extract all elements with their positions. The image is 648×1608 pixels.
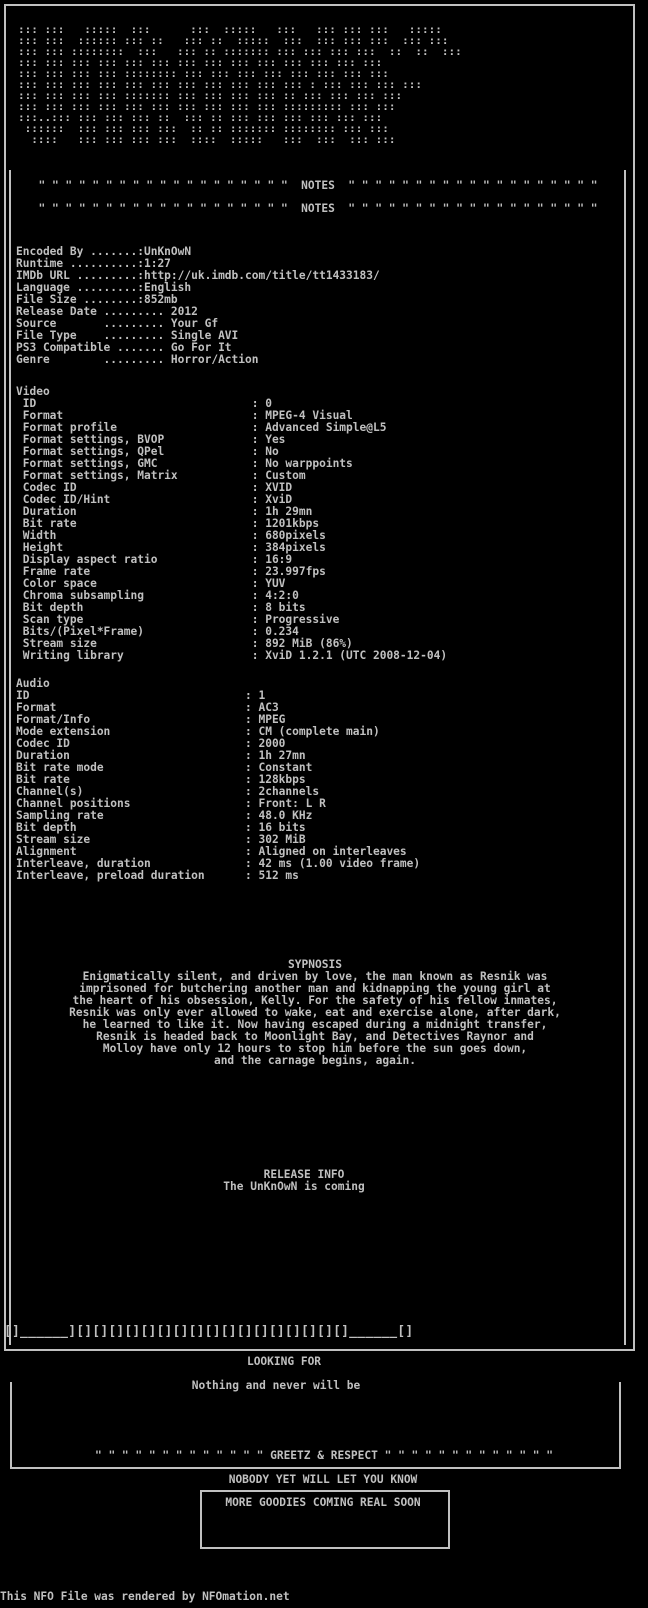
logo-row: ::: ::: ::: ::: ::: ::: ::: ::: ::: ::: ::: : ::: ::: ::: ::: [18, 78, 422, 91]
logo-row: ::: ::: ::: ::: :::::::: ::: ::: ::: ::: ::: ::: ::: ::: [18, 67, 389, 80]
logo-row: :::::: ::: ::: ::: ::: :: :: ::::::: :::::::: ::: ::: [18, 122, 389, 135]
nobody-line: NOBODY YET WILL LET YOU KNOW [228, 1473, 418, 1486]
video-info: Video ID : 0 Format : MPEG-4 Visual Format profile : Advanced Simple@L5 Format settings, BVOP : Yes Format settings, QPel : No Format settings, GMC : No warppoints Format settings, Matrix : Custom Codec ID : XVID Codec ID/Hint : XviD Duration : 1h 29mn Bit rate : 1201kbps Width : 680pixels Height : 384pixels Display aspect ratio : 16:9 Frame rate : 23.997fps Color space : YUV Chroma subsampling : 4:2:0 Bit depth : 8 bits Scan type : Progressive Bits/(Pixel*Frame) : 0.234 Stream size : 892 MiB (86%) Writing library : XviD 1.2.1 (UTC 2008-12-04) [16, 385, 448, 662]
general-info: Encoded By .......:UnKnOwN Runtime ..........:1:27 IMDb URL .........:http://uk.imdb.com/title/tt1433183/ Language .........:English File Size ........:852mb Release Date ......... 2012 Source ......... Your Gf File Type ......... Single AVI PS3 Compatible ....... Go For It Genre ......... Horror/Action [16, 245, 380, 366]
synopsis-text: Enigmatically silent, and driven by love, the man known as Resnik was imprisoned for butchering another man and kidnapping the young girl at the heart of his obsession, Kelly. For the safety of his fellow inmates, Resnik was only ever allowed to wake, eat and exercise alone, after dark, he learned to like it. Now having escaped during a midnight transfer, Resnik is headed back to Moonlight Bay, and Detectives Raynor and Molloy have only 12 hours to stop him before the sun goes down, and the carnage begins, again. [69, 970, 561, 1067]
logo-row: ::: ::: :::::::: ::: ::: :: ::::::: ::: ::: ::: ::: :: :: ::: [18, 45, 462, 58]
release-info-text: The UnKnOwN is coming [223, 1180, 365, 1193]
unknown-ascii-logo [18, 24, 608, 156]
main-frame-bottom [4, 1349, 635, 1351]
synopsis-title: SYPNOSIS [288, 958, 342, 971]
logo-row: :::..::: ::: ::: ::: :: ::: :: ::: ::: ::: ::: ::: ::: [18, 111, 383, 124]
audio-info: Audio ID : 1 Format : AC3 Format/Info : MPEG Mode extension : CM (complete main) Codec ID : 2000 Duration : 1h 27mn Bit rate mode : Constant Bit rate : 128kbps Channel(s) : 2channels Channel positions : Front: L R Sampling rate : 48.0 KHz Bit depth : 16 bits Stream size : 302 MiB Alignment : Aligned on interleaves Interleave, duration : 42 ms (1.00 video frame) Interleave, preload duration : 512 ms [16, 677, 421, 882]
looking-for-title: LOOKING FOR [246, 1355, 322, 1368]
logo-row: ::: ::: ::: ::: ::: ::: ::: ::: ::: ::: ::::::::: ::: ::: [18, 100, 396, 113]
release-info-title: RELEASE INFO [263, 1168, 345, 1181]
section-separator: []______][][][][][][][][][][][][][][][][][]______[] [4, 1324, 414, 1339]
logo-row: ::: ::: ::::: ::: ::: ::::: ::: ::: ::: ::: ::::: [18, 23, 442, 36]
notes-banner: " " " " " " " " " " " " " " " " " " " NOTES " " " " " " " " " " " " " " " " " " " [38, 202, 598, 215]
logo-row: ::: ::: ::: ::: ::::::: ::: ::: ::: ::: :: ::: ::: ::: ::: [18, 89, 403, 102]
goodies-line: MORE GOODIES COMING REAL SOON [225, 1496, 421, 1509]
footer-credit: This NFO File was rendered by NFOmation.net [0, 1590, 290, 1603]
logo-row: ::: ::: :::::: ::: :: ::: :: ::::: ::: ::: ::: ::: ::: ::: [18, 34, 449, 47]
looking-for-text: Nothing and never will be [191, 1379, 361, 1392]
logo-row: :::: ::: ::: ::: ::: :::: ::::: ::: ::: ::: ::: [18, 133, 396, 146]
greetz-banner: " " " " " " " " " " " " " GREETZ & RESPECT " " " " " " " " " " " " " [94, 1449, 553, 1462]
notes-banner: " " " " " " " " " " " " " " " " " " " NOTES " " " " " " " " " " " " " " " " " " " [38, 179, 598, 192]
logo-row: ::: ::: ::: ::: ::: ::: ::: ::: ::: ::: ::: ::: ::: ::: [18, 56, 383, 69]
